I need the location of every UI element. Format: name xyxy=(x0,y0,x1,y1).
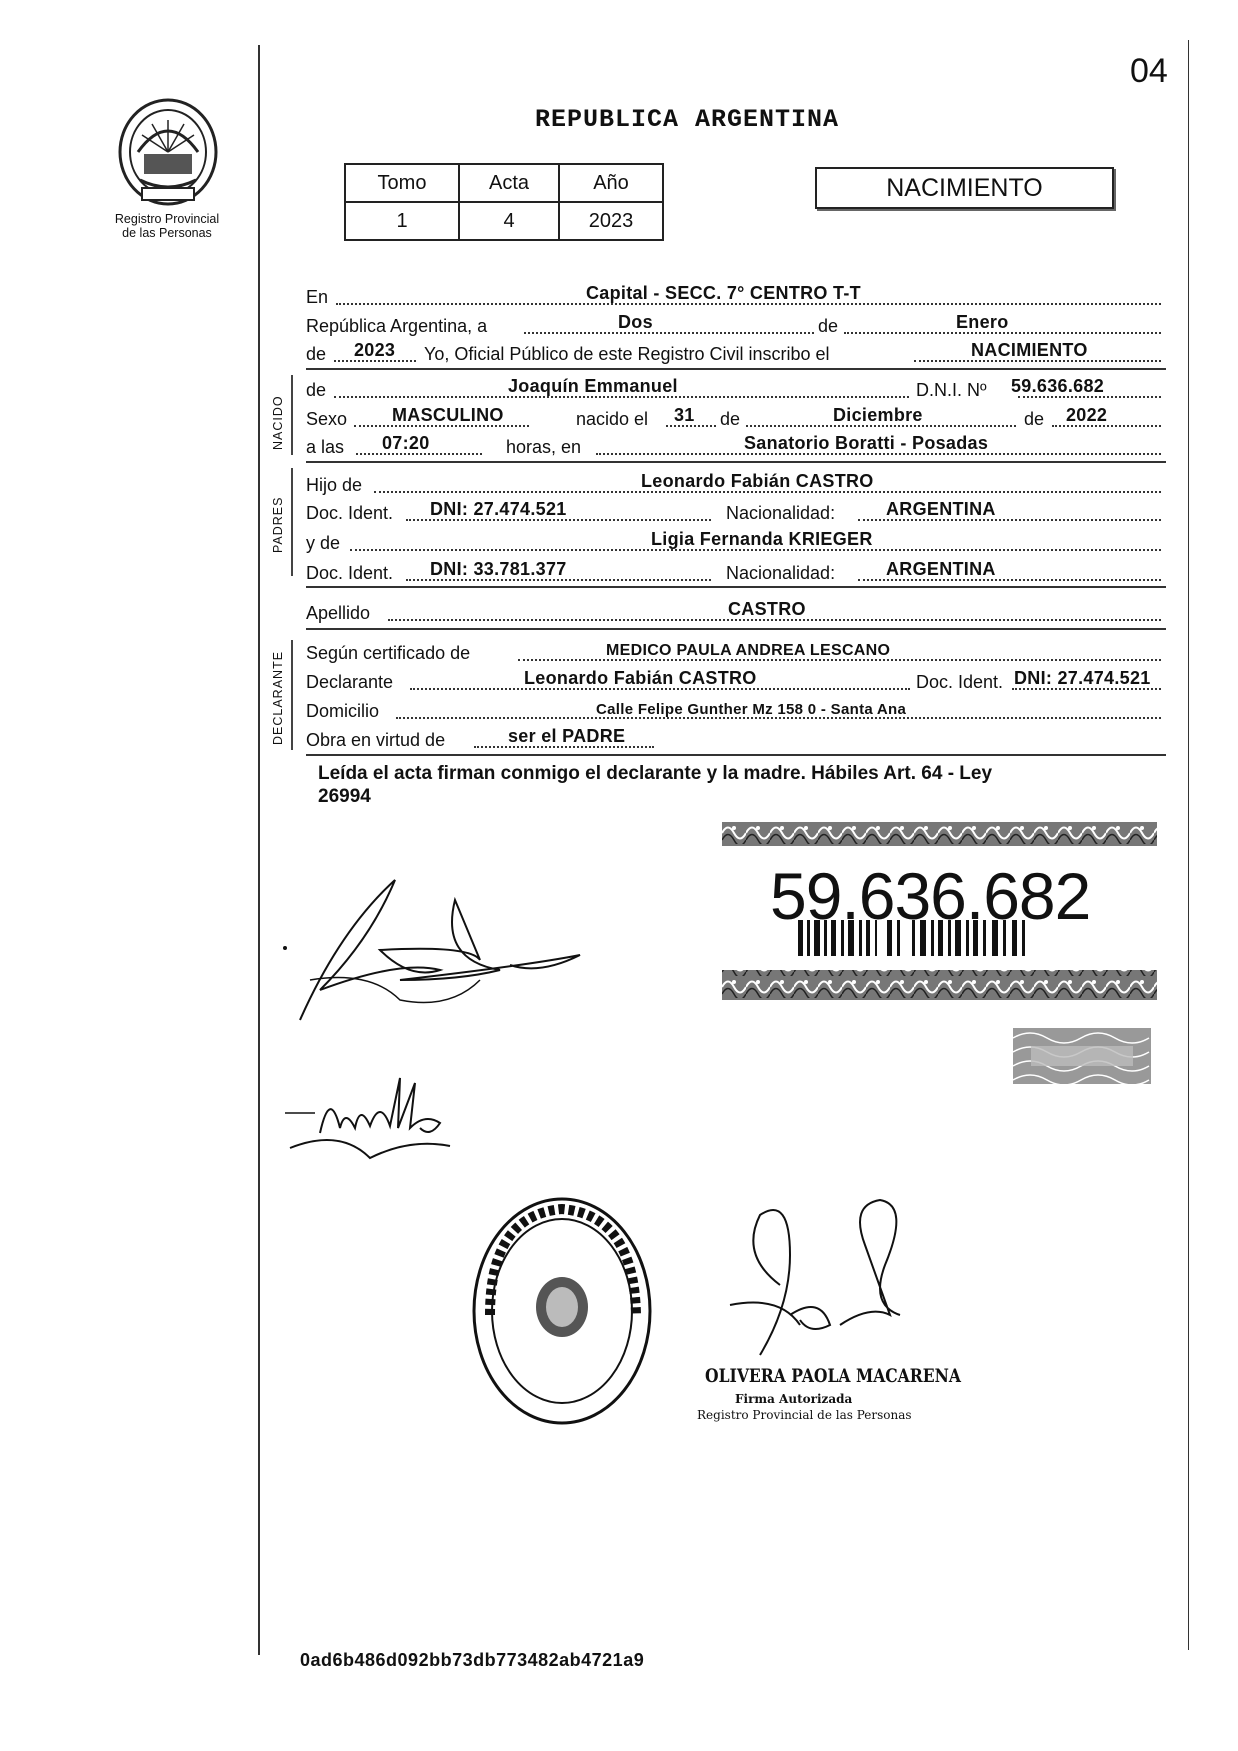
provincial-seal-emblem xyxy=(112,90,224,210)
republica-label: República Argentina, a xyxy=(306,316,488,336)
father-name: Leonardo Fabián CASTRO xyxy=(641,471,874,491)
anio-value: 2023 xyxy=(559,202,663,240)
row-mother-doc xyxy=(306,560,1161,584)
de2-label: de xyxy=(306,344,327,364)
small-security-stamp xyxy=(1013,1028,1151,1084)
birth-place: Sanatorio Boratti - Posadas xyxy=(744,433,989,453)
declarante-label: Declarante xyxy=(306,672,394,692)
domicilio-value: Calle Felipe Gunther Mz 158 0 - Santa Ana xyxy=(596,701,907,718)
row-name xyxy=(306,377,1161,401)
mother-nat-label: Nacionalidad: xyxy=(726,563,836,583)
authority-name: OLIVERA PAOLA MACARENA xyxy=(705,1365,961,1387)
rule-1 xyxy=(306,368,1166,370)
row-father-doc xyxy=(306,500,1161,524)
decl-doc-value: DNI: 27.474.521 xyxy=(1014,668,1151,688)
closing-text xyxy=(318,760,1148,807)
row-obra xyxy=(306,727,1161,751)
birth-day: 31 xyxy=(674,405,695,425)
tomo-header: Tomo xyxy=(345,164,459,202)
cert-value: MEDICO PAULA ANDREA LESCANO xyxy=(606,642,891,659)
right-margin-rule xyxy=(1188,40,1189,1650)
decl-doc-label: Doc. Ident. xyxy=(916,672,1004,692)
officer-text: Yo, Oficial Público de este Registro Civil inscribo el xyxy=(424,344,830,364)
alas-label: a las xyxy=(306,437,345,457)
row-sexo xyxy=(306,406,1161,430)
declarante-value: Leonardo Fabián CASTRO xyxy=(524,668,757,688)
de-name-label: de xyxy=(306,380,327,400)
registry-round-seal xyxy=(470,1195,655,1427)
record-table xyxy=(344,163,664,241)
father-doc: DNI: 27.474.521 xyxy=(430,499,567,519)
acta-value: 4 xyxy=(459,202,559,240)
row-domicilio xyxy=(306,698,1161,722)
mother-doc-label: Doc. Ident. xyxy=(306,563,394,583)
cert-label: Según certificado de xyxy=(306,643,471,663)
row-republica xyxy=(306,313,1161,337)
rule-5 xyxy=(306,754,1166,756)
de-month-label: de xyxy=(720,409,741,429)
father-doc-label: Doc. Ident. xyxy=(306,503,394,523)
registry-caption-line1: Registro Provincial xyxy=(114,212,220,226)
birth-year: 2022 xyxy=(1066,405,1108,425)
day-value: Dos xyxy=(618,312,653,332)
country-title: REPUBLICA ARGENTINA xyxy=(535,105,840,134)
document-hash: 0ad6b486d092bb73db773482ab4721a9 xyxy=(300,1650,645,1670)
dni-label: D.N.I. Nº xyxy=(916,380,987,400)
record-type-box: NACIMIENTO xyxy=(815,167,1114,209)
row-declarante xyxy=(306,669,1161,693)
hijo-label: Hijo de xyxy=(306,475,363,495)
registry-caption-line2: de las Personas xyxy=(122,226,212,240)
rule-4 xyxy=(306,628,1166,630)
declarant-signature xyxy=(280,870,600,1030)
authority-org: Registro Provincial de las Personas xyxy=(697,1408,912,1422)
row-time xyxy=(306,434,1161,458)
de-label: de xyxy=(818,316,839,336)
anio-header: Año xyxy=(559,164,663,202)
place-value: Capital - SECC. 7° CENTRO T-T xyxy=(586,283,861,303)
act-type-value: NACIMIENTO xyxy=(971,340,1088,360)
yde-label: y de xyxy=(306,533,341,553)
dni-card-number: 59.636.682 xyxy=(770,859,1091,933)
closing-line2: 26994 xyxy=(318,786,371,807)
birth-time: 07:20 xyxy=(382,433,430,453)
birth-month: Diciembre xyxy=(833,405,923,425)
de-year-label: de xyxy=(1024,409,1045,429)
mother-signature xyxy=(280,1068,480,1168)
authority-signature xyxy=(720,1195,930,1365)
row-year xyxy=(306,341,1161,365)
en-label: En xyxy=(306,287,329,307)
nacido-el-label: nacido el xyxy=(576,409,649,429)
tomo-value: 1 xyxy=(345,202,459,240)
row-father xyxy=(306,472,1161,496)
rule-3 xyxy=(306,586,1166,588)
obra-value: ser el PADRE xyxy=(508,726,626,746)
father-nationality: ARGENTINA xyxy=(886,499,996,519)
domicilio-label: Domicilio xyxy=(306,701,380,721)
apellido-label: Apellido xyxy=(306,603,371,623)
child-name: Joaquín Emmanuel xyxy=(508,376,678,396)
row-en xyxy=(306,284,1161,308)
month-value: Enero xyxy=(956,312,1009,332)
nacido-section-label: NACIDO xyxy=(271,395,285,450)
sexo-value: MASCULINO xyxy=(392,405,504,425)
apellido-value: CASTRO xyxy=(728,599,806,619)
row-mother xyxy=(306,530,1161,554)
mother-doc: DNI: 33.781.377 xyxy=(430,559,567,579)
authority-role: Firma Autorizada xyxy=(735,1392,853,1406)
rule-2 xyxy=(306,461,1166,463)
left-margin-rule xyxy=(258,45,260,1655)
declarante-section-label: DECLARANTE xyxy=(271,650,285,745)
padres-section-label: PADRES xyxy=(271,496,285,553)
horas-label: horas, en xyxy=(506,437,582,457)
row-apellido xyxy=(306,600,1161,624)
acta-header: Acta xyxy=(459,164,559,202)
closing-line1: Leída el acta firman conmigo el declarante y la madre. Hábiles Art. 64 - Ley xyxy=(318,763,993,784)
year-value: 2023 xyxy=(354,340,396,360)
mother-nationality: ARGENTINA xyxy=(886,559,996,579)
obra-label: Obra en virtud de xyxy=(306,730,446,750)
registry-caption xyxy=(96,212,238,240)
father-nat-label: Nacionalidad: xyxy=(726,503,836,523)
page-number: 04 xyxy=(1130,52,1168,90)
row-cert xyxy=(306,640,1161,664)
sexo-label: Sexo xyxy=(306,409,348,429)
child-dni: 59.636.682 xyxy=(1011,376,1105,396)
mother-name: Ligia Fernanda KRIEGER xyxy=(651,529,873,549)
